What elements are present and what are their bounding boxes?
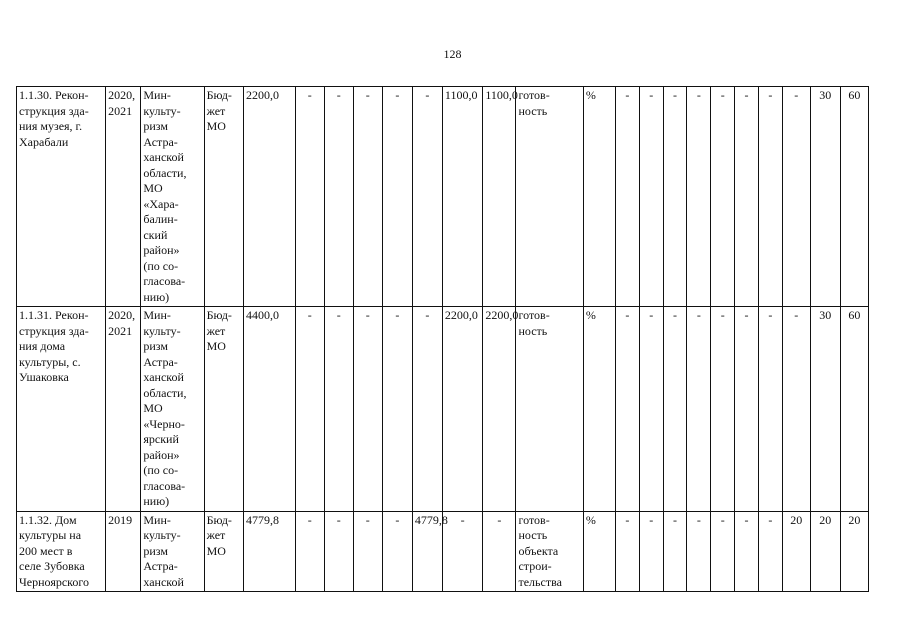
indicator-value-cell: - <box>735 87 759 307</box>
indicator-value-cell: - <box>758 307 782 512</box>
executor-cell: Мин- культу- ризм Астра- ханской области, МО «Хара- балин- ский район» (по со- гласова- нию) <box>141 87 204 307</box>
indicator-value-cell: 60 <box>840 307 868 512</box>
table-row <box>17 87 869 307</box>
total-amount-cell: 4400,0 <box>243 307 295 512</box>
indicator-value-cell: - <box>687 511 711 592</box>
indicator-value-cell: - <box>758 87 782 307</box>
unit-cell: % <box>583 87 615 307</box>
indicator-value-cell: - <box>615 87 639 307</box>
indicator-value-cell: - <box>782 307 810 512</box>
indicator-value-cell: - <box>687 307 711 512</box>
unit-cell: % <box>583 511 615 592</box>
year-amount-cell: - <box>442 511 482 592</box>
year-amount-cell: - <box>353 307 382 512</box>
indicator-value-cell: 30 <box>810 87 840 307</box>
indicator-value-cell: - <box>639 307 663 512</box>
year-amount-cell: 1100,0 <box>483 87 516 307</box>
program-measures-table <box>16 86 869 592</box>
year-amount-cell: - <box>382 307 412 512</box>
year-amount-cell: - <box>353 511 382 592</box>
year-amount-cell: - <box>483 511 516 592</box>
year-amount-cell: - <box>324 307 353 512</box>
total-amount-cell: 2200,0 <box>243 87 295 307</box>
indicator-value-cell: - <box>639 511 663 592</box>
indicator-value-cell: - <box>663 87 687 307</box>
indicator-value-cell: - <box>639 87 663 307</box>
indicator-value-cell: - <box>663 307 687 512</box>
year-amount-cell: - <box>324 87 353 307</box>
table-row <box>17 307 869 512</box>
page-number: 128 <box>443 47 462 61</box>
years-cell: 2020, 2021 <box>106 307 141 512</box>
executor-cell: Мин- культу- ризм Астра- ханской <box>141 511 204 592</box>
indicator-value-cell: - <box>615 511 639 592</box>
measure-name-cell: 1.1.31. Рекон- струкция зда- ния дома культуры, с. Ушаковка <box>17 307 106 512</box>
years-cell: 2019 <box>106 511 141 592</box>
year-amount-cell: - <box>412 87 442 307</box>
indicator-value-cell: - <box>782 87 810 307</box>
funding-source-cell: Бюд- жет МО <box>204 307 243 512</box>
measure-name-cell: 1.1.32. Дом культуры на 200 мест в селе Зубовка Черноярского <box>17 511 106 592</box>
funding-source-cell: Бюд- жет МО <box>204 87 243 307</box>
funding-source-cell: Бюд- жет МО <box>204 511 243 592</box>
year-amount-cell: - <box>295 87 324 307</box>
indicator-value-cell: - <box>711 87 735 307</box>
unit-cell: % <box>583 307 615 512</box>
indicator-value-cell: - <box>711 511 735 592</box>
indicator-value-cell: 20 <box>840 511 868 592</box>
table-row <box>17 511 869 592</box>
year-amount-cell: 2200,0 <box>483 307 516 512</box>
year-amount-cell: - <box>382 87 412 307</box>
indicator-value-cell: - <box>758 511 782 592</box>
indicator-cell: готов- ность <box>516 307 583 512</box>
measure-name-cell: 1.1.30. Рекон- струкция зда- ния музея, г. Харабали <box>17 87 106 307</box>
indicator-value-cell: 30 <box>810 307 840 512</box>
indicator-value-cell: 20 <box>810 511 840 592</box>
indicator-cell: готов- ность объекта строи- тельства <box>516 511 583 592</box>
year-amount-cell: 1100,0 <box>442 87 482 307</box>
indicator-value-cell: - <box>735 307 759 512</box>
indicator-value-cell: - <box>687 87 711 307</box>
indicator-value-cell: 20 <box>782 511 810 592</box>
year-amount-cell: - <box>295 307 324 512</box>
indicator-value-cell: - <box>711 307 735 512</box>
indicator-value-cell: 60 <box>840 87 868 307</box>
indicator-value-cell: - <box>735 511 759 592</box>
years-cell: 2020, 2021 <box>106 87 141 307</box>
year-amount-cell: - <box>382 511 412 592</box>
year-amount-cell: - <box>353 87 382 307</box>
year-amount-cell: - <box>295 511 324 592</box>
indicator-value-cell: - <box>663 511 687 592</box>
indicator-value-cell: - <box>615 307 639 512</box>
executor-cell: Мин- культу- ризм Астра- ханской области, МО «Черно- ярский район» (по со- гласова- нию) <box>141 307 204 512</box>
year-amount-cell: - <box>412 307 442 512</box>
total-amount-cell: 4779,8 <box>243 511 295 592</box>
year-amount-cell: 4779,8 <box>412 511 442 592</box>
year-amount-cell: 2200,0 <box>442 307 482 512</box>
year-amount-cell: - <box>324 511 353 592</box>
indicator-cell: готов- ность <box>516 87 583 307</box>
